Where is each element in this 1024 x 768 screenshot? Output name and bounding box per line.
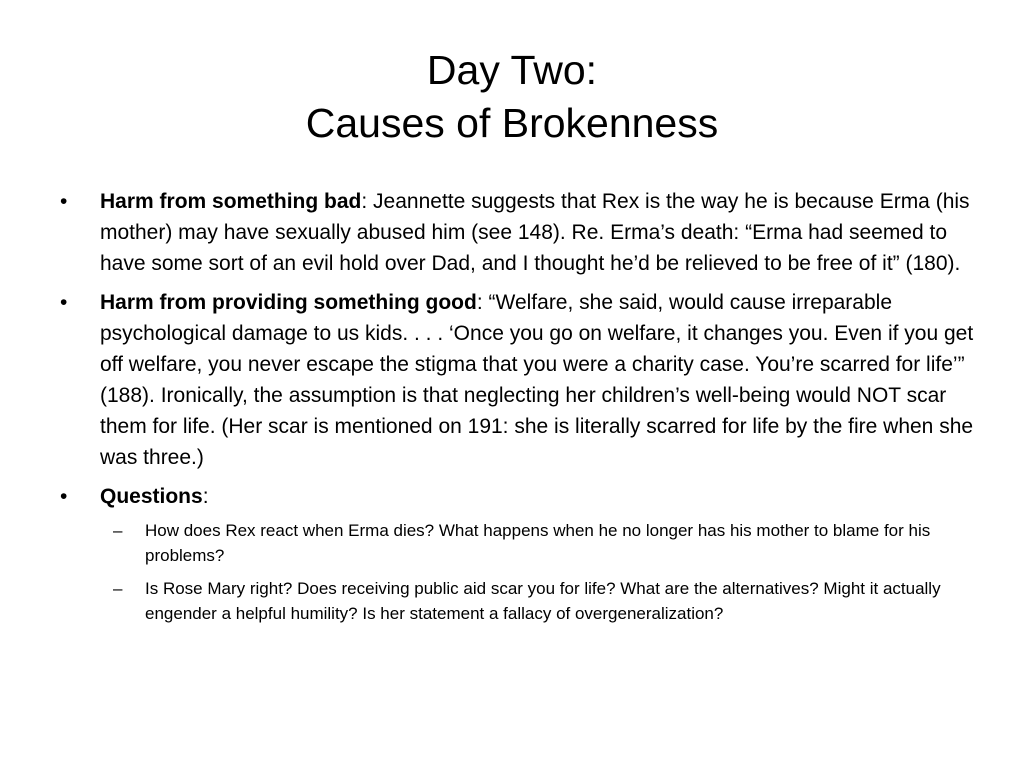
bullet-colon: : — [361, 190, 368, 213]
bullet-colon: : — [476, 291, 483, 314]
question-item — [100, 518, 990, 568]
bullet-marker: • — [60, 485, 68, 508]
sub-bullet-marker: – — [113, 579, 123, 598]
slide-title — [0, 44, 1024, 150]
title-line-2: Causes of Brokenness — [305, 100, 719, 146]
bullet-harm-bad — [60, 186, 990, 279]
question-item — [100, 576, 990, 626]
bullet-text: Jeannette suggests that Rex is the way he is because Erma (his mother) may have sexually abused him (see 148). Re. Erma’s death: “Erma had seemed to have some sort of an evil hold over Dad, and I thought he’d be relieved to be free of it” (180). — [100, 190, 970, 275]
bullet-lead: Questions — [100, 485, 203, 508]
bullet-list — [60, 186, 990, 634]
bullet-lead: Harm from something bad — [100, 190, 362, 213]
bullet-questions — [60, 481, 990, 626]
title-line-1: Day Two: — [426, 47, 598, 93]
bullet-lead: Harm from providing something good — [100, 291, 477, 314]
bullet-marker: • — [60, 291, 68, 314]
question-text: How does Rex react when Erma dies? What happens when he no longer has his mother to blame for his problems? — [145, 521, 931, 565]
question-text: Is Rose Mary right? Does receiving public aid scar you for life? What are the alternatives? Might it actually engender a helpful humility? Is her statement a fallacy of overgeneralization? — [145, 579, 941, 623]
bullet-text: “Welfare, she said, would cause irreparable psychological damage to us kids. . . . ‘Once you go on welfare, it changes you. Even if you get off welfare, you never escape the stigma that you were a charity case. You’re scarred for life’” (188). Ironically, the assumption is that neglecting her children’s well-being would NOT scar them for life. (Her scar is mentioned on 191: she is literally scarred for life by the fire when she was three.) — [100, 291, 974, 469]
sub-bullet-marker: – — [113, 521, 123, 540]
bullet-colon: : — [202, 485, 209, 508]
bullet-harm-good — [60, 287, 990, 473]
question-list — [100, 518, 990, 626]
bullet-marker: • — [60, 190, 68, 213]
